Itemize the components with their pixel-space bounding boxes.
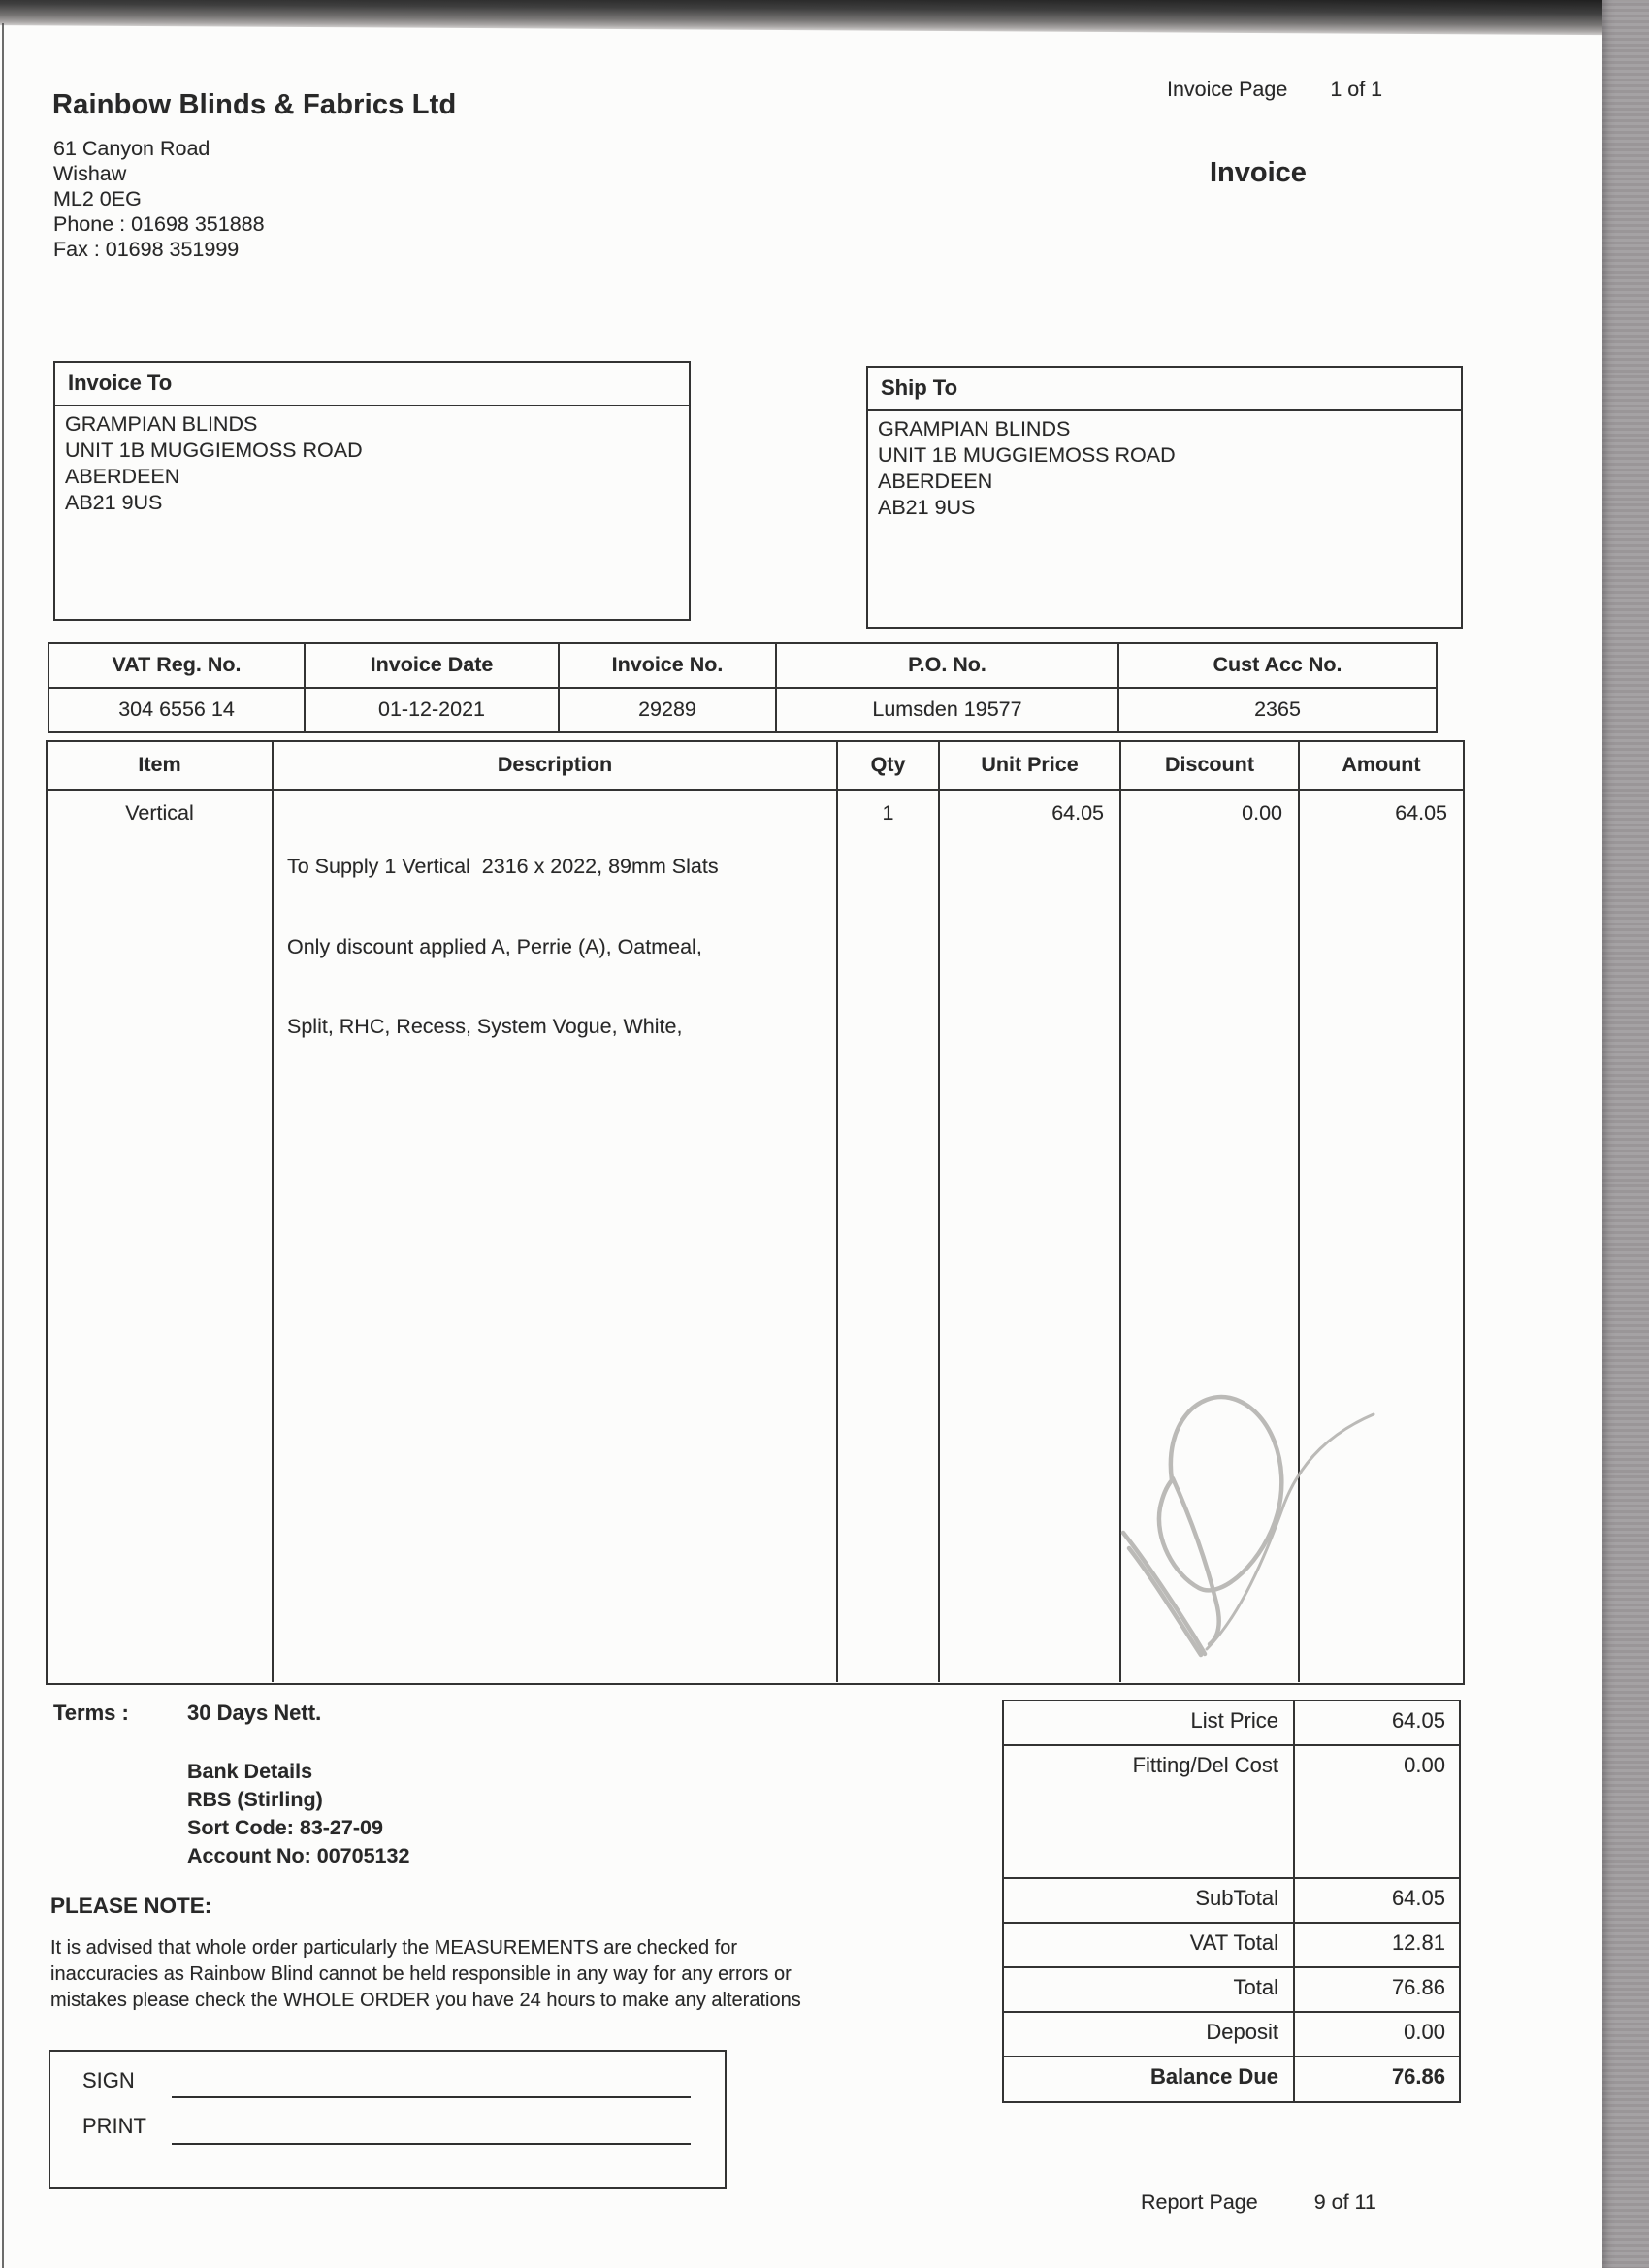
bank-details xyxy=(187,1758,409,1870)
ship-to-line: AB21 9US xyxy=(878,496,976,519)
line-items-header-row xyxy=(48,742,1463,791)
company-name: Rainbow Blinds & Fabrics Ltd xyxy=(52,89,457,120)
totals-value: 0.00 xyxy=(1404,1753,1445,1777)
column-header-amount: Amount xyxy=(1342,753,1421,776)
company-address-line: Wishaw xyxy=(53,162,127,185)
meta-header-invoice-no: Invoice No. xyxy=(560,644,777,689)
column-header-unit-price: Unit Price xyxy=(940,742,1121,789)
meta-header-invoice-date: Invoice Date xyxy=(306,644,560,689)
totals-value: 64.05 xyxy=(1391,1886,1445,1910)
print-blank-line xyxy=(172,2143,691,2145)
scan-edge-left-line xyxy=(2,23,4,2268)
meta-value-invoice-date: 01-12-2021 xyxy=(306,689,560,731)
totals-row-total xyxy=(1004,1968,1459,2013)
ship-to-line: ABERDEEN xyxy=(878,470,993,493)
invoice-page-value: 1 of 1 xyxy=(1330,78,1383,101)
bank-sort-code: Sort Code: 83-27-09 xyxy=(187,1816,383,1839)
handwritten-signature xyxy=(1094,1366,1377,1701)
meta-header-cust-acc: Cust Acc No. xyxy=(1119,644,1436,689)
meta-value-vat-reg: 304 6556 14 xyxy=(49,689,306,731)
invoice-to-line: GRAMPIAN BLINDS xyxy=(65,412,258,436)
description-line: To Supply 1 Vertical 2316 x 2022, 89mm Slats xyxy=(287,855,719,878)
invoice-page-indicator xyxy=(1167,78,1382,102)
document-title: Invoice xyxy=(1210,157,1307,188)
invoice-meta-table xyxy=(48,642,1438,733)
print-label: PRINT xyxy=(82,2114,146,2138)
company-fax: Fax : 01698 351999 xyxy=(53,238,240,261)
totals-row-subtotal xyxy=(1004,1879,1459,1924)
ship-to-address xyxy=(868,411,1461,526)
totals-label: SubTotal xyxy=(1004,1879,1295,1922)
meta-header-vat-reg: VAT Reg. No. xyxy=(49,644,306,689)
totals-value: 76.86 xyxy=(1391,2064,1445,2089)
invoice-to-box xyxy=(53,361,691,621)
scan-edge-right-band xyxy=(1602,0,1649,2268)
meta-header-po-no: P.O. No. xyxy=(777,644,1119,689)
totals-row-list-price xyxy=(1004,1701,1459,1746)
line-item-amount: 64.05 xyxy=(1395,801,1447,825)
totals-value: 64.05 xyxy=(1391,1708,1445,1733)
description-line: Split, RHC, Recess, System Vogue, White, xyxy=(287,1015,683,1038)
company-phone: Phone : 01698 351888 xyxy=(53,212,265,236)
bank-details-heading: Bank Details xyxy=(187,1760,313,1783)
line-item-discount: 0.00 xyxy=(1121,791,1300,1682)
totals-label: List Price xyxy=(1004,1701,1295,1744)
column-header-discount: Discount xyxy=(1121,742,1300,789)
invoice-to-line: AB21 9US xyxy=(65,491,163,514)
sign-blank-line xyxy=(172,2096,691,2098)
totals-value: 12.81 xyxy=(1391,1930,1445,1955)
invoice-to-line: UNIT 1B MUGGIEMOSS ROAD xyxy=(65,438,363,462)
invoice-to-line: ABERDEEN xyxy=(65,465,180,488)
totals-row-fitting-del-cost xyxy=(1004,1746,1459,1879)
report-page-indicator xyxy=(1141,2190,1376,2215)
scan-edge-top-band xyxy=(0,0,1649,36)
line-item-unit-price: 64.05 xyxy=(940,791,1121,1682)
disclaimer-text xyxy=(50,1935,801,2014)
company-address-line: 61 Canyon Road xyxy=(53,137,210,160)
totals-row-vat-total xyxy=(1004,1924,1459,1968)
sign-label: SIGN xyxy=(82,2068,135,2092)
terms-value: 30 Days Nett. xyxy=(187,1701,322,1725)
line-item-type: Vertical xyxy=(48,791,274,1682)
totals-row-balance-due xyxy=(1004,2057,1459,2101)
ship-to-box xyxy=(866,366,1463,629)
totals-row-deposit xyxy=(1004,2013,1459,2057)
totals-label: Deposit xyxy=(1004,2013,1295,2056)
column-header-description: Description xyxy=(274,742,838,789)
totals-value: 0.00 xyxy=(1404,2020,1445,2044)
please-note-heading: PLEASE NOTE: xyxy=(50,1894,212,1918)
invoice-page-label: Invoice Page xyxy=(1167,78,1288,101)
bank-account-no: Account No: 00705132 xyxy=(187,1844,410,1867)
invoice-to-address xyxy=(55,406,689,521)
company-address xyxy=(53,136,265,262)
bank-name: RBS (Stirling) xyxy=(187,1788,323,1811)
disclaimer-line: mistakes please check the WHOLE ORDER you have 24 hours to make any alterations xyxy=(50,1990,801,2011)
invoice-to-heading: Invoice To xyxy=(55,363,689,406)
disclaimer-line: inaccuracies as Rainbow Blind cannot be held responsible in any way for any errors or xyxy=(50,1963,792,1985)
totals-value: 76.86 xyxy=(1391,1975,1445,1999)
line-item-qty: 1 xyxy=(838,791,940,1682)
report-page-label: Report Page xyxy=(1141,2190,1258,2214)
totals-label: Fitting/Del Cost xyxy=(1004,1746,1295,1877)
meta-value-cust-acc: 2365 xyxy=(1254,697,1301,721)
totals-label: VAT Total xyxy=(1004,1924,1295,1966)
meta-value-po-no: Lumsden 19577 xyxy=(777,689,1119,731)
terms-label: Terms : xyxy=(53,1701,129,1725)
ship-to-line: UNIT 1B MUGGIEMOSS ROAD xyxy=(878,443,1176,467)
ship-to-heading: Ship To xyxy=(868,368,1461,411)
ship-to-line: GRAMPIAN BLINDS xyxy=(878,417,1071,440)
signature-box xyxy=(48,2050,727,2189)
company-address-line: ML2 0EG xyxy=(53,187,142,211)
line-item-description xyxy=(274,791,838,1682)
disclaimer-line: It is advised that whole order particularly the MEASUREMENTS are checked for xyxy=(50,1937,738,1959)
description-line: Only discount applied A, Perrie (A), Oatmeal, xyxy=(287,934,702,958)
totals-box xyxy=(1002,1700,1461,2103)
totals-label: Balance Due xyxy=(1004,2057,1295,2101)
report-page-value: 9 of 11 xyxy=(1313,2190,1376,2214)
totals-label: Total xyxy=(1004,1968,1295,2011)
meta-value-invoice-no: 29289 xyxy=(560,689,777,731)
column-header-item: Item xyxy=(48,742,274,789)
column-header-qty: Qty xyxy=(838,742,940,789)
